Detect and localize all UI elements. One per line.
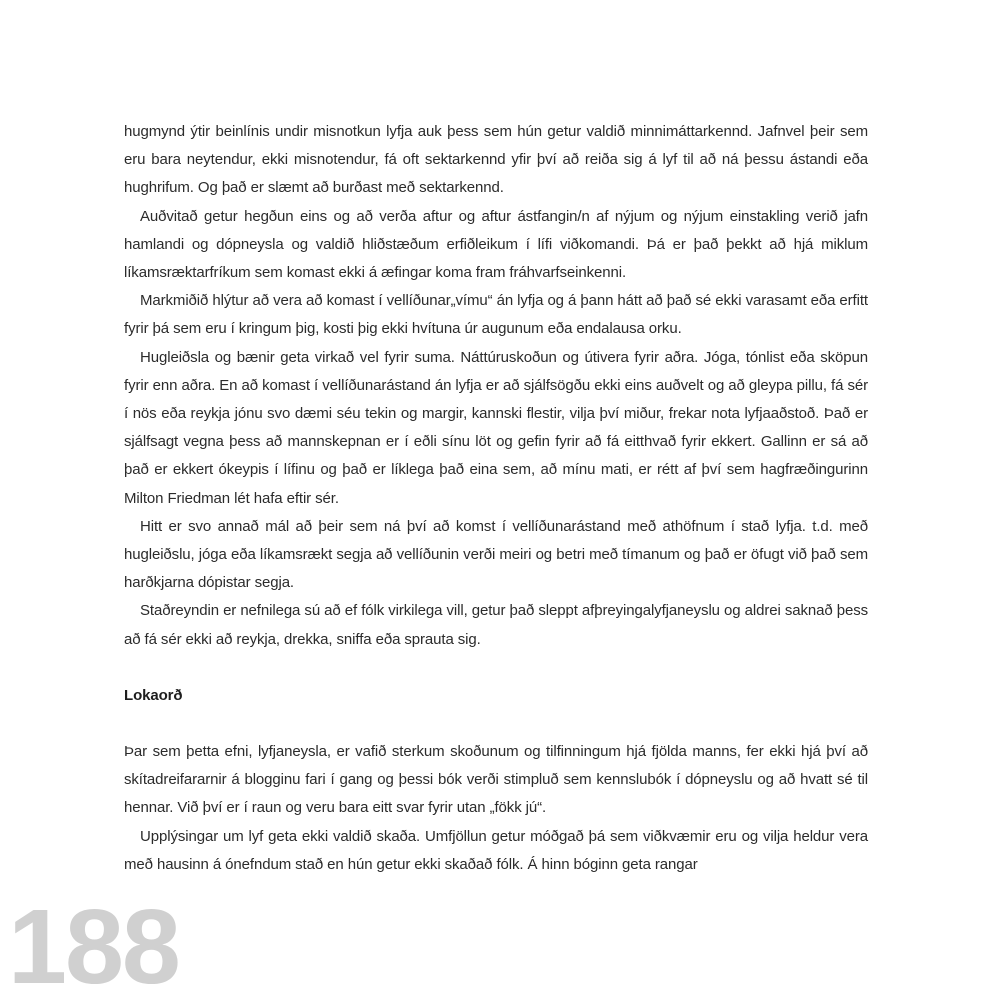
paragraph: Hugleiðsla og bænir geta virkað vel fyrir suma. Náttúruskoðun og útivera fyrir aðra. Jóga, tónlist eða sköpun fyrir enn aðra. En að komast í vellíðunarástand án lyfja er að sjálfsögðu ekki eins auðvelt og að gleypa pillu, fá sér í nös eða reykja jónu svo dæmi séu tekin og margir, kannski flestir, vilja því miður, frekar nota lyfjaaðstoð. Það er sjálfsagt vegna þess að mannskepnan er í eðli sínu löt og gefin fyrir að fá eitthvað fyrir ekkert. Gallinn er sá að það er ekkert ókeypis í lífinu og það er líklega það eina sem, að mínu mati, er rétt af því sem hagfræðingurinn Milton Friedman lét hafa eftir sér. — [124, 348, 868, 507]
page-number: 188 — [8, 888, 179, 1006]
body-text — [124, 118, 868, 879]
paragraph: Hitt er svo annað mál að þeir sem ná því að komst í vellíðunarástand með athöfnum í stað lyfja. t.d. með hugleiðslu, jóga eða líkamsrækt segja að vellíðunin verði meiri og betri með tímanum og það er öfugt við það sem harðkjarna dópistar segja. — [124, 517, 868, 592]
paragraph: Auðvitað getur hegðun eins og að verða aftur og aftur ástfangin/n af nýjum og nýjum einstakling verið jafn hamlandi og dópneysla og valdið hliðstæðum erfiðleikum í lífi viðkomandi. Þá er það þekkt að hjá miklum líkamsræktarfríkum sem komast ekki á æfingar koma fram fráhvarfseinkenni. — [124, 207, 868, 282]
paragraph: Markmiðið hlýtur að vera að komast í vellíðunar„vímu“ án lyfja og á þann hátt að það sé ekki varasamt eða erfitt fyrir þá sem eru í kringum þig, kosti þig ekki hvítuna úr augunum eða endalausa orku. — [124, 292, 868, 338]
section-heading: Lokaorð — [124, 686, 183, 704]
paragraph: Staðreyndin er nefnilega sú að ef fólk virkilega vill, getur það sleppt afþreyingalyfjaneyslu og aldrei saknað þess að fá sér ekki að reykja, drekka, sniffa eða sprauta sig. — [124, 602, 868, 648]
paragraph: Upplýsingar um lyf geta ekki valdið skaða. Umfjöllun getur móðgað þá sem viðkvæmir eru og vilja heldur vera með hausinn á ónefndum stað en hún getur ekki skaðað fólk. Á hinn bóginn geta rangar — [124, 827, 868, 873]
paragraph: hugmynd ýtir beinlínis undir misnotkun lyfja auk þess sem hún getur valdið minnimáttarkennd. Jafnvel þeir sem eru bara neytendur, ekki misnotendur, fá oft sektarkennd yfir því að reiða sig á lyf til að ná þessu ástandi eða hughrifum. Og það er slæmt að burðast með sektarkennd. — [124, 123, 868, 197]
paragraph: Þar sem þetta efni, lyfjaneysla, er vafið sterkum skoðunum og tilfinningum hjá fjölda manns, fer ekki hjá því að skítadreifararnir á blogginu fari í gang og þessi bók verði stimpluð sem kennslubók í dópneyslu og að hvatt sé til hennar. Við því er í raun og veru bara eitt svar fyrir utan „fökk jú“. — [124, 743, 868, 817]
